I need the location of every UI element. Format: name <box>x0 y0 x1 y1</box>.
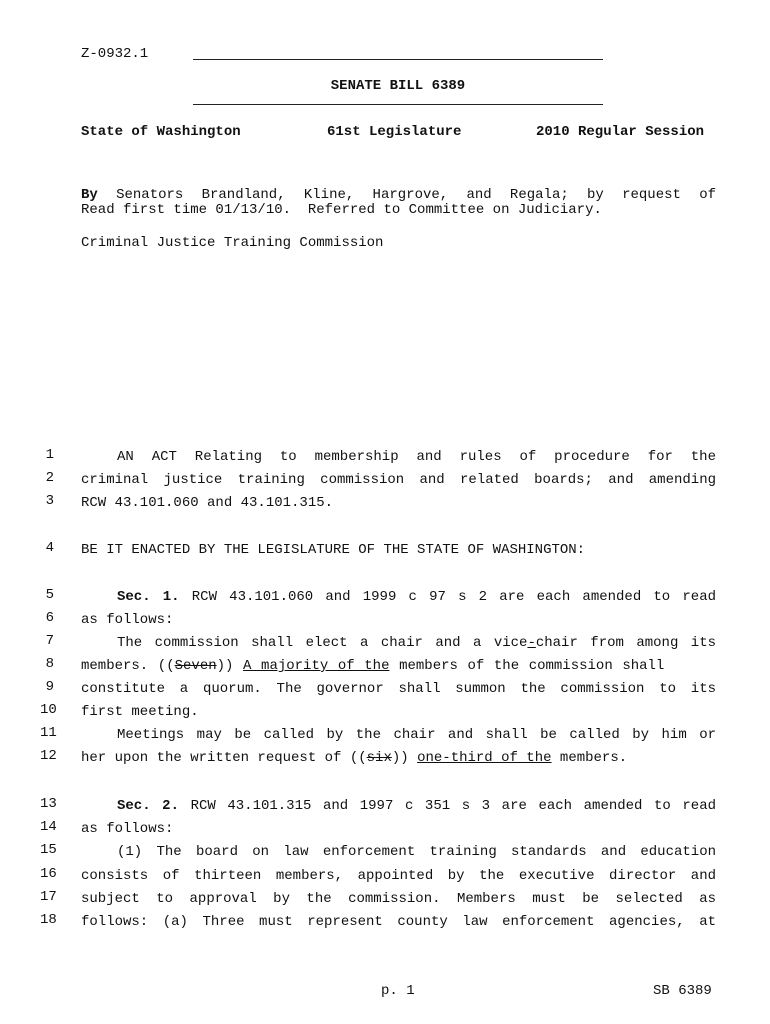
line-number: 5 <box>45 587 54 603</box>
line-number: 13 <box>40 796 57 812</box>
session-label: 2010 Regular Session <box>536 124 705 140</box>
body-line <box>81 656 716 676</box>
inserted-text: one-third of the <box>417 750 552 766</box>
inserted-text: - <box>527 635 536 651</box>
line-number: 4 <box>45 540 54 556</box>
section-text: RCW 43.101.315 and 1997 c 351 s 3 are each amended to read <box>190 798 717 814</box>
line-number: 10 <box>40 702 57 718</box>
page-number: p. 1 <box>381 983 415 999</box>
line-number: 9 <box>45 679 54 695</box>
header-rule-top <box>193 59 603 60</box>
header-rule-bottom <box>193 104 603 105</box>
sponsors-line-1 <box>81 187 716 203</box>
body-line: criminal justice training commission and related boards; and amending <box>81 472 716 488</box>
inserted-text: A majority of the <box>243 658 390 674</box>
line-number: 12 <box>40 748 57 764</box>
body-line: as follows: <box>81 821 174 837</box>
legislature-label: 61st Legislature <box>327 124 462 140</box>
state-label: State of Washington <box>81 124 241 140</box>
text-fragment: The commission shall elect a chair and a vice <box>117 635 528 651</box>
text-fragment: )) <box>216 658 244 674</box>
text-fragment: members of the commission shall <box>389 658 665 674</box>
line-number: 17 <box>40 889 57 905</box>
line-number: 14 <box>40 819 57 835</box>
sponsors-line-2: Criminal Justice Training Commission <box>81 235 384 251</box>
body-line <box>81 748 716 768</box>
section-2-heading <box>81 796 716 816</box>
section-label: Sec. 2. <box>117 798 179 814</box>
text-fragment: chair from among its <box>535 635 717 651</box>
text-fragment: her upon the written request of (( <box>81 750 367 766</box>
body-line: as follows: <box>81 612 174 628</box>
document-code: Z-0932.1 <box>81 46 149 62</box>
body-line: constitute a quorum. The governor shall summon the commission to its <box>81 681 716 697</box>
line-number: 11 <box>40 725 57 741</box>
line-number: 3 <box>45 493 54 509</box>
read-first-time: Read first time 01/13/10. Referred to Committee on Judiciary. <box>81 202 602 218</box>
body-line <box>81 633 716 653</box>
line-number: 16 <box>40 866 57 882</box>
body-line: Meetings may be called by the chair and shall be called by him or <box>117 727 716 743</box>
line-number: 18 <box>40 912 57 928</box>
section-1-heading <box>81 587 716 607</box>
text-fragment: members. (( <box>81 658 175 674</box>
deleted-text: six <box>366 750 392 766</box>
bill-title: SENATE BILL 6389 <box>330 78 466 94</box>
line-number: 2 <box>45 470 54 486</box>
line-number: 7 <box>45 633 54 649</box>
body-line: AN ACT Relating to membership and rules of procedure for the <box>117 449 716 465</box>
by-label: By <box>81 187 98 203</box>
text-fragment: members. <box>551 750 628 766</box>
footer-bill-id: SB 6389 <box>653 983 712 999</box>
sponsors-text: Senators Brandland, Kline, Hargrove, and Regala; by request of <box>116 187 716 203</box>
body-line: consists of thirteen members, appointed by the executive director and <box>81 868 716 884</box>
enacting-clause: BE IT ENACTED BY THE LEGISLATURE OF THE STATE OF WASHINGTON: <box>81 542 586 558</box>
text-fragment: )) <box>391 750 418 766</box>
section-text: RCW 43.101.060 and 1999 c 97 s 2 are each amended to read <box>191 589 716 605</box>
deleted-text: Seven <box>174 658 217 674</box>
line-number: 1 <box>45 447 54 463</box>
body-line: RCW 43.101.060 and 43.101.315. <box>81 495 334 511</box>
line-number: 15 <box>40 842 57 858</box>
body-line: (1) The board on law enforcement training standards and education <box>117 844 716 860</box>
line-number: 8 <box>45 656 54 672</box>
body-line: subject to approval by the commission. Members must be selected as <box>81 891 716 907</box>
section-label: Sec. 1. <box>117 589 180 605</box>
line-number: 6 <box>45 610 54 626</box>
body-line: follows: (a) Three must represent county law enforcement agencies, at <box>81 914 716 930</box>
body-line: first meeting. <box>81 704 199 720</box>
